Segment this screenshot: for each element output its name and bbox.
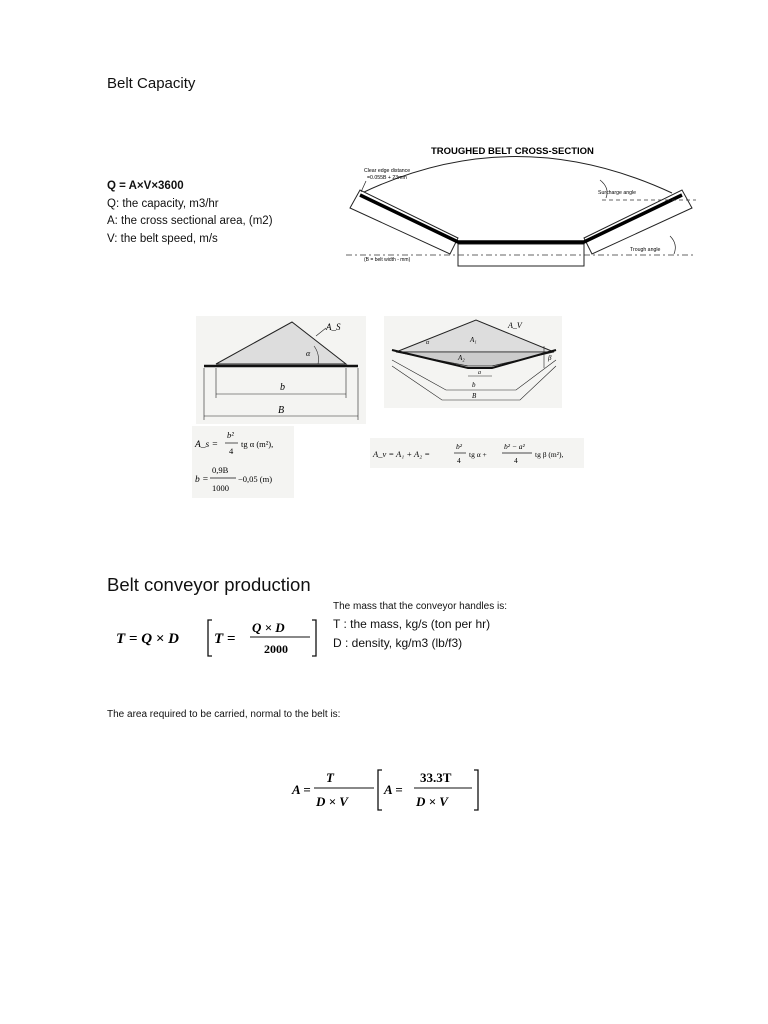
as-label: A_S <box>326 322 341 332</box>
production-den: 2000 <box>264 642 288 656</box>
capacity-definitions <box>107 178 273 248</box>
surcharge-curve <box>362 157 672 194</box>
d-definition: D : density, kg/m3 (lb/f3) <box>333 636 463 650</box>
av-label: A_V <box>508 321 522 330</box>
av-formula-den2: 4 <box>514 456 518 465</box>
trough-angle-label: Trough angle <box>630 247 661 253</box>
as-formula-lhs: A_s = <box>195 440 219 450</box>
area-intro-text: The area required to be carried, normal to the belt is: <box>107 709 341 720</box>
production-num: Q × D <box>252 620 285 635</box>
as-formula-den: 4 <box>229 446 234 456</box>
trough-b-small-label: b <box>472 381 476 389</box>
production-inner-lhs: T = <box>214 631 236 647</box>
area-formula <box>290 766 484 814</box>
a2-label: A₂ <box>458 354 465 362</box>
av-formula-rest: tg β (m²), <box>535 450 564 459</box>
troughed-figure-title: TROUGHED BELT CROSS-SECTION <box>431 146 594 157</box>
clear-edge-label-1: Clear edge distance <box>364 168 411 174</box>
as-leader-line <box>316 328 326 336</box>
t-definition: T : the mass, kg/s (ton per hr) <box>333 617 491 631</box>
a1-label: A₁ <box>470 336 477 344</box>
area-formula-lhs: A = <box>292 782 311 797</box>
trough-fill-area <box>396 352 554 366</box>
q-definition: Q: the capacity, m3/hr <box>107 197 219 210</box>
area-inner-den: D × V <box>416 794 448 809</box>
troughed-belt-figure <box>340 140 702 268</box>
surcharge-angle-label: Surcharge angle <box>598 190 637 196</box>
area-right-bracket <box>474 770 478 810</box>
area-formula-num: T <box>326 770 334 785</box>
b-formula-lhs: b = <box>195 475 209 485</box>
av-formula <box>370 438 584 468</box>
capacity-formula: Q = A×V×3600 <box>107 180 184 192</box>
clear-edge-label-2: =0.055B + 23mm <box>367 175 407 181</box>
production-formula-lhs: T = Q × D <box>116 631 179 647</box>
trough-angle-arc <box>670 236 675 254</box>
v-definition: V: the belt speed, m/s <box>107 232 218 245</box>
av-formula-lhs: A_v = A₁ + A₂ = <box>373 449 431 459</box>
av-formula-den1: 4 <box>457 456 461 465</box>
area-formula-den: D × V <box>316 794 348 809</box>
alpha-label: α <box>306 349 311 358</box>
trough-b-big-label: B <box>472 392 477 400</box>
area-inner-lhs: A = <box>384 782 403 797</box>
beta-label: β <box>548 354 552 362</box>
trough-alpha-label: α <box>426 340 430 346</box>
av-formula-num1: b² <box>456 442 462 451</box>
b-formula-den: 1000 <box>212 483 229 493</box>
clear-edge-arrow <box>361 181 366 192</box>
b-formula-rest: −0,05 (m) <box>238 474 273 484</box>
trough-belt-figure <box>384 316 562 408</box>
b-formula-num: 0,9B <box>212 465 229 475</box>
flat-belt-figure <box>196 316 366 424</box>
as-formula <box>192 426 294 460</box>
production-left-bracket <box>208 620 212 656</box>
area-inner-num: 33.3T <box>420 770 452 785</box>
b-formula <box>192 460 294 498</box>
b-big-label: B <box>278 405 285 416</box>
mass-intro-text: The mass that the conveyor handles is: <box>333 601 507 612</box>
b-small-label: b <box>280 382 285 393</box>
production-formula <box>112 614 324 662</box>
section-title-belt-capacity: Belt Capacity <box>107 75 196 92</box>
av-formula-num2: b² − a² <box>504 442 525 451</box>
as-formula-num: b² <box>227 430 234 440</box>
a-definition: A: the cross sectional area, (m2) <box>107 215 273 227</box>
section-title-belt-conveyor-production: Belt conveyor production <box>107 574 311 595</box>
a-small-label: a <box>478 370 481 376</box>
production-right-bracket <box>312 620 316 656</box>
av-formula-mid: tg α + <box>469 450 487 459</box>
area-left-bracket <box>378 770 382 810</box>
as-formula-rest: tg α (m²), <box>241 439 274 449</box>
belt-width-note: (B = belt width - mm) <box>364 257 411 263</box>
